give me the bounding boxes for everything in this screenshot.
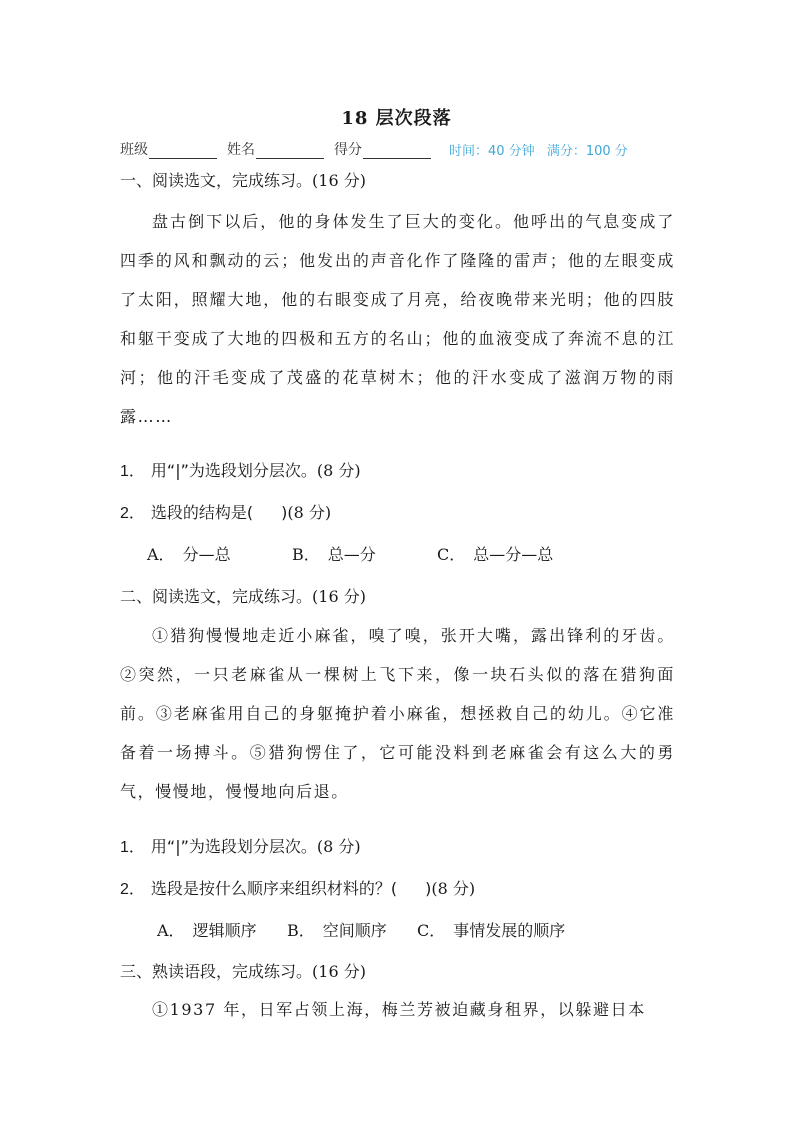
exam-meta xyxy=(449,140,628,159)
page-title: 18 层次段落 xyxy=(341,108,452,129)
question-number: 1． xyxy=(120,463,145,480)
question-number: 2． xyxy=(120,505,145,522)
section-1-options xyxy=(147,542,553,565)
question-number: 2． xyxy=(120,881,145,898)
section-2-passage: ①猎狗慢慢地走近小麻雀，嗅了嗅，张开大嘴，露出锋利的牙齿。②突然，一只老麻雀从一棵树上飞下来，像一块石头似的落在猎狗面前。③老麻雀用自己的身躯掩护着小麻雀，想拯救自己的幼儿。④它准备着一场搏斗。⑤猎狗愣住了，它可能没料到老麻雀会有这么大的勇气，慢慢地，慢慢地向后退。 xyxy=(120,626,675,801)
option-c[interactable] xyxy=(437,542,553,565)
question-text: 选段是按什么顺序来组织材料的？( xyxy=(150,879,398,898)
option-text: 空间顺序 xyxy=(322,921,387,940)
time-limit: 时间：40 分钟 xyxy=(449,144,535,159)
name-label: 姓名 xyxy=(227,142,255,158)
option-text: 总—分—总 xyxy=(473,545,554,564)
option-text: 事情发展的顺序 xyxy=(453,921,566,940)
full-score: 满分：100 分 xyxy=(546,144,628,159)
class-blank[interactable] xyxy=(149,145,217,159)
question-score: (8 分) xyxy=(316,837,361,856)
class-label: 班级 xyxy=(120,142,148,158)
question-score: (8 分) xyxy=(316,461,361,480)
question-score: (8 分) xyxy=(287,503,332,522)
question-text: 选段的结构是( xyxy=(150,503,254,522)
score-field xyxy=(334,139,431,159)
section-2-heading xyxy=(120,584,366,607)
question-text-close: ) xyxy=(281,503,288,522)
question-score: (8 分) xyxy=(431,879,476,898)
name-blank[interactable] xyxy=(256,145,324,159)
student-info-row xyxy=(120,139,680,159)
section-3-score: (16 分) xyxy=(312,962,366,981)
option-letter: A． xyxy=(147,545,175,564)
question-number: 1． xyxy=(120,839,145,856)
name-field xyxy=(227,139,324,159)
section-1-question-2 xyxy=(120,500,331,523)
section-1-question-1 xyxy=(120,458,361,481)
section-1-score: (16 分) xyxy=(312,171,366,190)
option-letter: C． xyxy=(417,921,446,940)
section-1-title: 一、阅读选文，完成练习。 xyxy=(120,171,313,190)
section-2-question-2 xyxy=(120,876,475,899)
option-a[interactable] xyxy=(157,918,287,941)
section-1-passage: 盘古倒下以后，他的身体发生了巨大的变化。他呼出的气息变成了四季的风和飘动的云；他发出的声音化作了隆隆的雷声；他的左眼变成了太阳，照耀大地，他的右眼变成了月亮，给夜晚带来光明；他的四肢和躯干变成了大地的四极和五方的名山；他的血液变成了奔流不息的江河；他的汗毛变成了茂盛的花草树木；他的汗水变成了滋润万物的雨露…… xyxy=(120,212,675,426)
option-b[interactable] xyxy=(287,918,417,941)
option-text: 分—总 xyxy=(182,545,231,564)
score-blank[interactable] xyxy=(363,145,431,159)
section-2-score: (16 分) xyxy=(312,587,366,606)
option-letter: B． xyxy=(287,921,315,940)
section-2-question-1 xyxy=(120,834,361,857)
section-2-title: 二、阅读选文，完成练习。 xyxy=(120,587,313,606)
option-text: 逻辑顺序 xyxy=(192,921,257,940)
option-letter: C． xyxy=(437,545,466,564)
question-text: 用“|”为选段划分层次。 xyxy=(150,461,317,480)
option-b[interactable] xyxy=(292,542,437,565)
section-1-heading xyxy=(120,168,366,191)
score-label: 得分 xyxy=(334,142,362,158)
class-field xyxy=(120,139,217,159)
option-letter: B． xyxy=(292,545,320,564)
section-3-passage: ①1937 年，日军占领上海，梅兰芳被迫藏身租界，以躲避日本 xyxy=(152,1000,646,1019)
option-a[interactable] xyxy=(147,542,292,565)
option-c[interactable] xyxy=(417,918,565,941)
option-letter: A． xyxy=(157,921,185,940)
section-3-heading xyxy=(120,959,366,982)
question-text-close: ) xyxy=(425,879,432,898)
section-3-title: 三、熟读语段，完成练习。 xyxy=(120,962,313,981)
section-2-options xyxy=(157,918,565,941)
option-text: 总—分 xyxy=(327,545,376,564)
question-text: 用“|”为选段划分层次。 xyxy=(150,837,317,856)
